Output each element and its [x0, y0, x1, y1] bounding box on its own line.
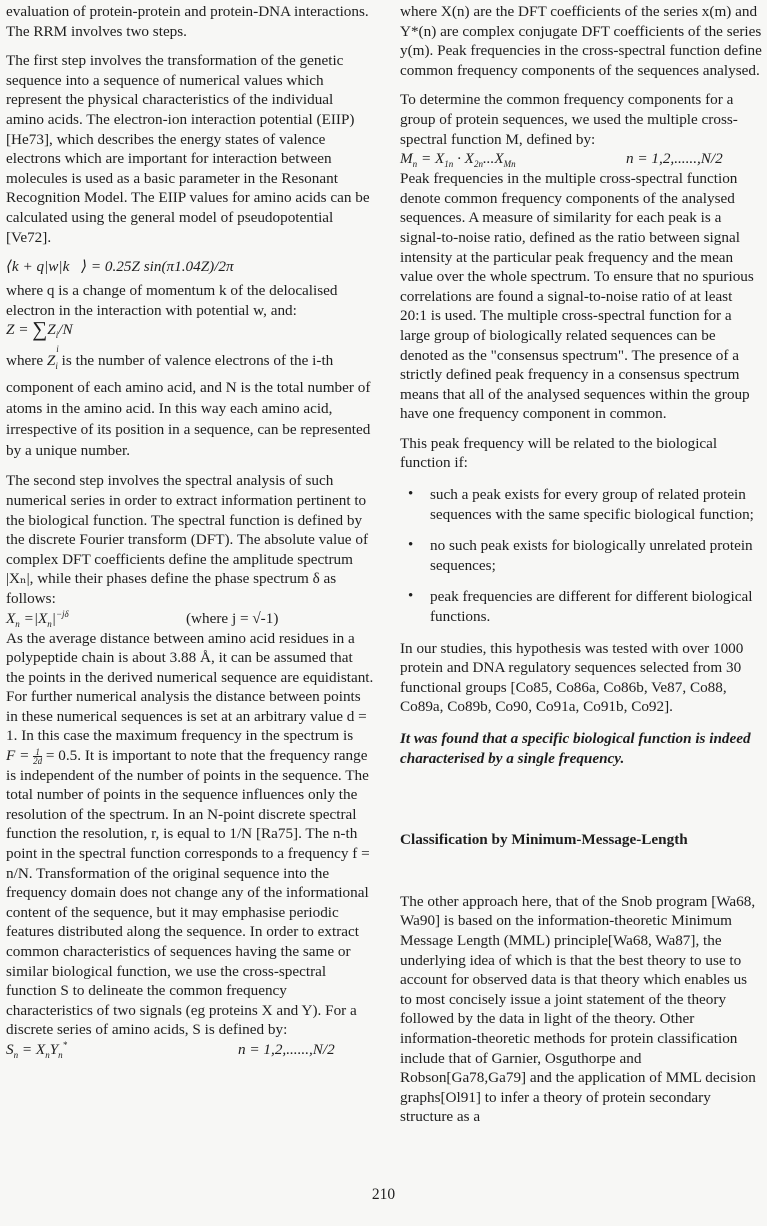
valence-symbol: Z	[46, 352, 56, 370]
equation-m-x1: = X	[417, 150, 445, 168]
distance-text: As the average distance between amino acid residues in a polypeptide chain is about 3.88 Å, it can be assumed that the points in the derived numerical sequence are equidistant. For further numerical analysis the distance between points in these numerical sequences is set at an arbitrary value d = 1. In this case the maximum frequency in the spectrum is	[6, 629, 374, 745]
equation-phase-lhs: X	[6, 609, 16, 627]
equation-z-sum	[6, 317, 374, 355]
equation-z-lhs: Z =	[6, 321, 29, 339]
equation-phase-mid-sub: n	[47, 618, 52, 629]
page-number: 210	[371, 1186, 396, 1203]
equation-pseudopotential	[6, 257, 374, 277]
paragraph-dft-coefficients: where X(n) are the DFT coefficients of the series x(m) and Y*(n) are complex conjugate DFT coefficients of the series y(m). Peak frequencies in the cross-spectral function define common frequency components of the sequences analysed.	[400, 3, 762, 79]
equation-s-y-conjugate: *	[62, 1039, 68, 1050]
paragraph-intro-continuation: evaluation of protein-protein and protein-DNA interactions. The RRM involves two steps.	[6, 3, 369, 40]
equation-phase-lhs-sub: n	[15, 618, 20, 629]
equation-m-x2: · X	[453, 150, 474, 168]
equation-z-term-sub: i	[55, 330, 59, 341]
paragraph-multiple-cross-spectral: To determine the common frequency components for a group of protein sequences, we used the multiple cross-spectral function M, defined by:	[400, 91, 738, 148]
sum-index: i	[56, 344, 59, 355]
equation-phase-note: (where j = √-1)	[186, 609, 279, 627]
valence-symbol-sub: i	[55, 361, 58, 372]
equation-phase-exponent: −jδ	[55, 608, 69, 619]
valence-post: is the number of valence electrons of the i-th component of each amino acid, and N is the total number of atoms in the amino acid. In this way each amino acid, irrespective of its position in a sequence, can be represented by a unique number.	[6, 352, 371, 460]
equation-s-lhs-sub: n	[13, 1050, 19, 1060]
sigma-glyph: ∑	[32, 317, 48, 342]
emphasis-finding: It was found that a specific biological function is indeed characterised by a single frequency.	[400, 730, 751, 767]
equation-s-y-sub: n	[58, 1050, 63, 1060]
paragraph-distance	[6, 629, 374, 1040]
paragraph-peak-frequencies: Peak frequencies in the multiple cross-spectral function denote common frequency components of the analysed sequences. A measure of similarity for each peak is a signal-to-noise ratio, defined as the ratio between signal intensity at the particular peak frequency and the mean value over the whole spectrum. To ensure that no spurious correlations are found a signal-to-noise ratio of at least 20:1 is used. The multiple cross-spectral function for a large group of biologically related sequences can be denoted as the "consensus spectrum". The presence of a strictly defined peak frequency in a consensus spectrum means that all of the analysed sequences within the group have one frequency component in common.	[400, 170, 754, 423]
paragraph-momentum: where q is a change of momentum k of the delocalised electron in the interaction with potential w, and:	[6, 282, 338, 319]
condition-list-item: • peak frequencies are different for different biological functions.	[400, 587, 762, 626]
paragraph-second-step: The second step involves the spectral analysis of such numerical series in order to extract information pertinent to the biological function. The spectral function is defined by the discrete Fourier transform (DFT). The absolute value of complex DFT coefficients define the amplitude spectrum |Xₙ|, while their phases define the phase spectrum δ as follows:	[6, 472, 369, 607]
equation-s-x-sub: n	[45, 1050, 50, 1060]
max-frequency-lhs: F =	[6, 747, 30, 765]
equation-s-x: = X	[18, 1040, 46, 1058]
equation-s-y: Y	[49, 1040, 59, 1058]
equation-phase	[6, 609, 374, 629]
equation-multiple-cross-spectral	[400, 149, 762, 169]
fraction-numerator: 1	[33, 748, 42, 757]
summation-symbol	[32, 317, 59, 355]
equation-cross-spectral	[6, 1040, 374, 1060]
left-column	[6, 2, 374, 1060]
equation-z-term: Z	[47, 321, 56, 339]
equation-m-lhs-sub: n	[412, 159, 418, 170]
equation-max-frequency	[6, 747, 78, 767]
paragraph-valence	[6, 350, 374, 461]
equation-pseudopotential-rhs: = 0.25Z sin(π1.04Z)/2π	[90, 258, 234, 276]
distance-text-continued: . It is important to note that the frequency range is independent of the number of points in the sequence. The total number of points in the sequence influences only the resolution of the spectrum. In an N-point discrete spectral function the resolution, r, is equal to 1/N [Ra75]. The n-th point in the spectral function corresponds to a frequency f = n/N. Transformation of the original sequence into the frequency domain does not change any of the informational content of the sequence, but it may emphasise periodic features distributed along the sequence. In order to extract common characteristics of sequences having the same or similar biological function, we use the cross-spectral function S to delineate the common frequency characteristics of two signals (eg proteins X and Y). For a discrete series of amino acids, S is defined by:	[6, 747, 370, 1039]
equation-m-lhs: M	[400, 150, 413, 168]
condition-list-item: • such a peak exists for every group of related protein sequences with the same specific biological function;	[400, 485, 762, 524]
paragraph-hypothesis-test: In our studies, this hypothesis was tested with over 1000 protein and DNA regulatory sequences selected from 30 functional groups [Co85, Co86a, Co86b, Ve87, Co88, Co89a, Co89b, Co90, Co91a, Co91b, Co92].	[400, 639, 744, 716]
equation-phase-bar: |	[51, 609, 56, 627]
paragraph-condition-intro: This peak frequency will be related to the biological function if:	[400, 434, 718, 472]
paragraph-first-step: The first step involves the transformation of the genetic sequence into a sequence of numerical values which represent the physical characteristics of the individual amino acids. The electron-ion interaction potential (EIIP) [He73], which describes the energy states of valence electrons which are important for interaction between molecules is used as a basic parameter in the Resonant Recognition Model. The EIIP values for amino acids can be calculated using the general model of pseudopotential [Ve72].	[6, 52, 370, 246]
paragraph-snob-mml: The other approach here, that of the Snob program [Wa68, Wa90] is based on the information-theoretic Minimum Message Length (MML) principle[Wa68, Wa87], the underlying idea of which is that the best theory to use to account for observed data is that theory which enables us to most concisely issue a joint statement of the theory followed by the data in light of the theory. Other information-theoretic methods for protein classification include that of Garnier, Osguthorpe and Robson[Ga78,Ga79] and the application of MML decision graphs[Ol91] to infer a theory of protein secondary structure as a	[400, 892, 756, 1126]
equation-phase-mid: =|X	[19, 609, 48, 627]
equation-pseudopotential-lhs: ⟨k + q|w|k⃗⟩	[6, 258, 88, 276]
equation-s-lhs: S	[6, 1040, 14, 1058]
fraction-denominator: 2d	[33, 756, 43, 767]
right-column	[400, 2, 762, 1137]
max-frequency-rhs: = 0.5	[45, 747, 78, 765]
equation-m-range: n = 1,2,......,N/2	[626, 150, 723, 168]
section-heading: Classification by Minimum-Message-Length	[400, 831, 688, 849]
equation-m-x2-sub: 2n	[473, 159, 483, 170]
equation-m-xm: ...X	[482, 150, 504, 168]
valence-pre: where	[6, 352, 47, 370]
equation-s-range: n = 1,2,......,N/2	[238, 1040, 335, 1058]
max-frequency-fraction	[33, 748, 42, 765]
equation-z-tail: /N	[58, 321, 73, 339]
equation-m-x1-sub: 1n	[444, 159, 454, 170]
equation-m-xm-sub: Mn	[503, 159, 516, 170]
condition-list	[400, 485, 762, 627]
condition-list-item: • no such peak exists for biologically unrelated protein sequences;	[400, 536, 762, 575]
